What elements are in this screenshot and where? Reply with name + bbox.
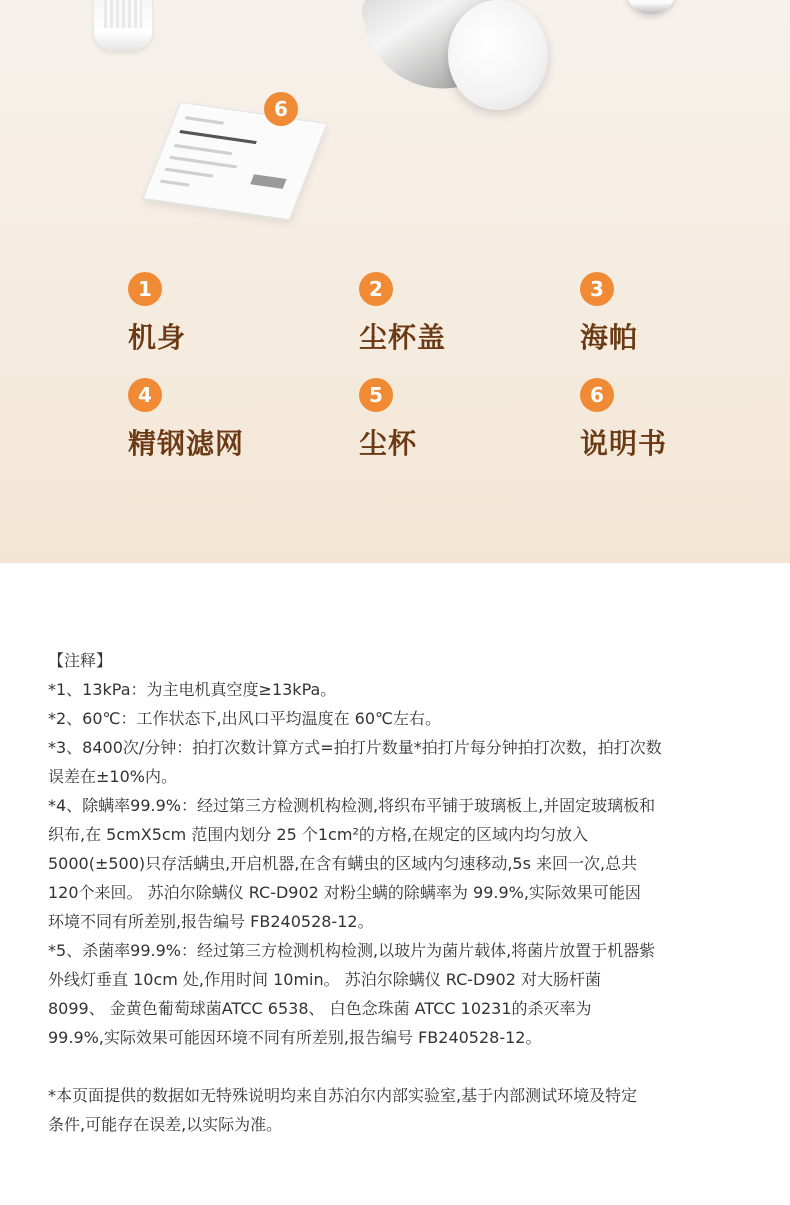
parts-hero-section — [0, 0, 790, 563]
note-line: *4、除螨率99.9%：经过第三方检测机构检测,将织布平铺于玻璃板上,并固定玻璃板和 — [48, 796, 656, 815]
note-line: 120个来回。 苏泊尔除螨仪 RC-D902 对粉尘螨的除螨率为 99.9%,实际效果可能因 — [48, 883, 641, 902]
note-line: 8099、 金黄色葡萄球菌ATCC 6538、 白色念珠菌 ATCC 10231的杀灭率为 — [48, 999, 592, 1018]
note-line: 99.9%,实际效果可能因环境不同有所差别,报告编号 FB240528-12。 — [48, 1028, 542, 1047]
dust-cup-cap — [448, 0, 548, 110]
part-item-6 — [580, 378, 667, 462]
note-line: 织布,在 5cmX5cm 范围内划分 25 个1cm²的方格,在规定的区域内均匀放入 — [48, 825, 588, 844]
part-item-1 — [128, 272, 186, 356]
part-label: 尘杯 — [359, 427, 418, 460]
notes-title: 【注释】 — [48, 651, 113, 670]
machine-part-image — [626, 0, 676, 14]
note-line: *3、8400次/分钟：拍打次数计算方式=拍打片数量*拍打片每分钟拍打次数，拍打次数 — [48, 738, 662, 757]
dust-cup-image — [368, 0, 568, 132]
part-label: 精钢滤网 — [128, 427, 245, 460]
part-label: 机身 — [128, 321, 187, 354]
hepa-filter-image — [94, 0, 152, 50]
manual-number-badge: 6 — [264, 92, 298, 126]
footer-note-line: *本页面提供的数据如无特殊说明均来自苏泊尔内部实验室,基于内部测试环境及特定 — [48, 1086, 638, 1105]
part-label: 尘杯盖 — [359, 321, 447, 354]
part-label: 海帕 — [580, 321, 639, 354]
note-line: *5、杀菌率99.9%：经过第三方检测机构检测,以玻片为菌片载体,将菌片放置于机器紫 — [48, 941, 656, 960]
part-item-2 — [359, 272, 446, 356]
part-item-4 — [128, 378, 244, 462]
part-item-5 — [359, 378, 417, 462]
part-number-badge: 1 — [128, 272, 162, 306]
part-number-badge: 5 — [359, 378, 393, 412]
part-item-3 — [580, 272, 638, 356]
note-line: 环境不同有所差别,报告编号 FB240528-12。 — [48, 912, 374, 931]
notes-section — [48, 646, 748, 1139]
note-line: *2、60℃：工作状态下,出风口平均温度在 60℃左右。 — [48, 709, 442, 728]
part-number-badge: 4 — [128, 378, 162, 412]
part-number-badge: 2 — [359, 272, 393, 306]
manual-image — [143, 102, 328, 220]
note-line: 外线灯垂直 10cm 处,作用时间 10min。 苏泊尔除螨仪 RC-D902 对大肠杆菌 — [48, 970, 602, 989]
note-line: 误差在±10%内。 — [48, 767, 177, 786]
part-number-badge: 6 — [580, 378, 614, 412]
footer-note-line: 条件,可能存在误差,以实际为准。 — [48, 1115, 283, 1134]
part-number-badge: 3 — [580, 272, 614, 306]
note-line: *1、13kPa：为主电机真空度≥13kPa。 — [48, 680, 337, 699]
part-label: 说明书 — [580, 427, 668, 460]
note-line: 5000(±500)只存活螨虫,开启机器,在含有螨虫的区域内匀速移动,5s 来回一次,总共 — [48, 854, 638, 873]
